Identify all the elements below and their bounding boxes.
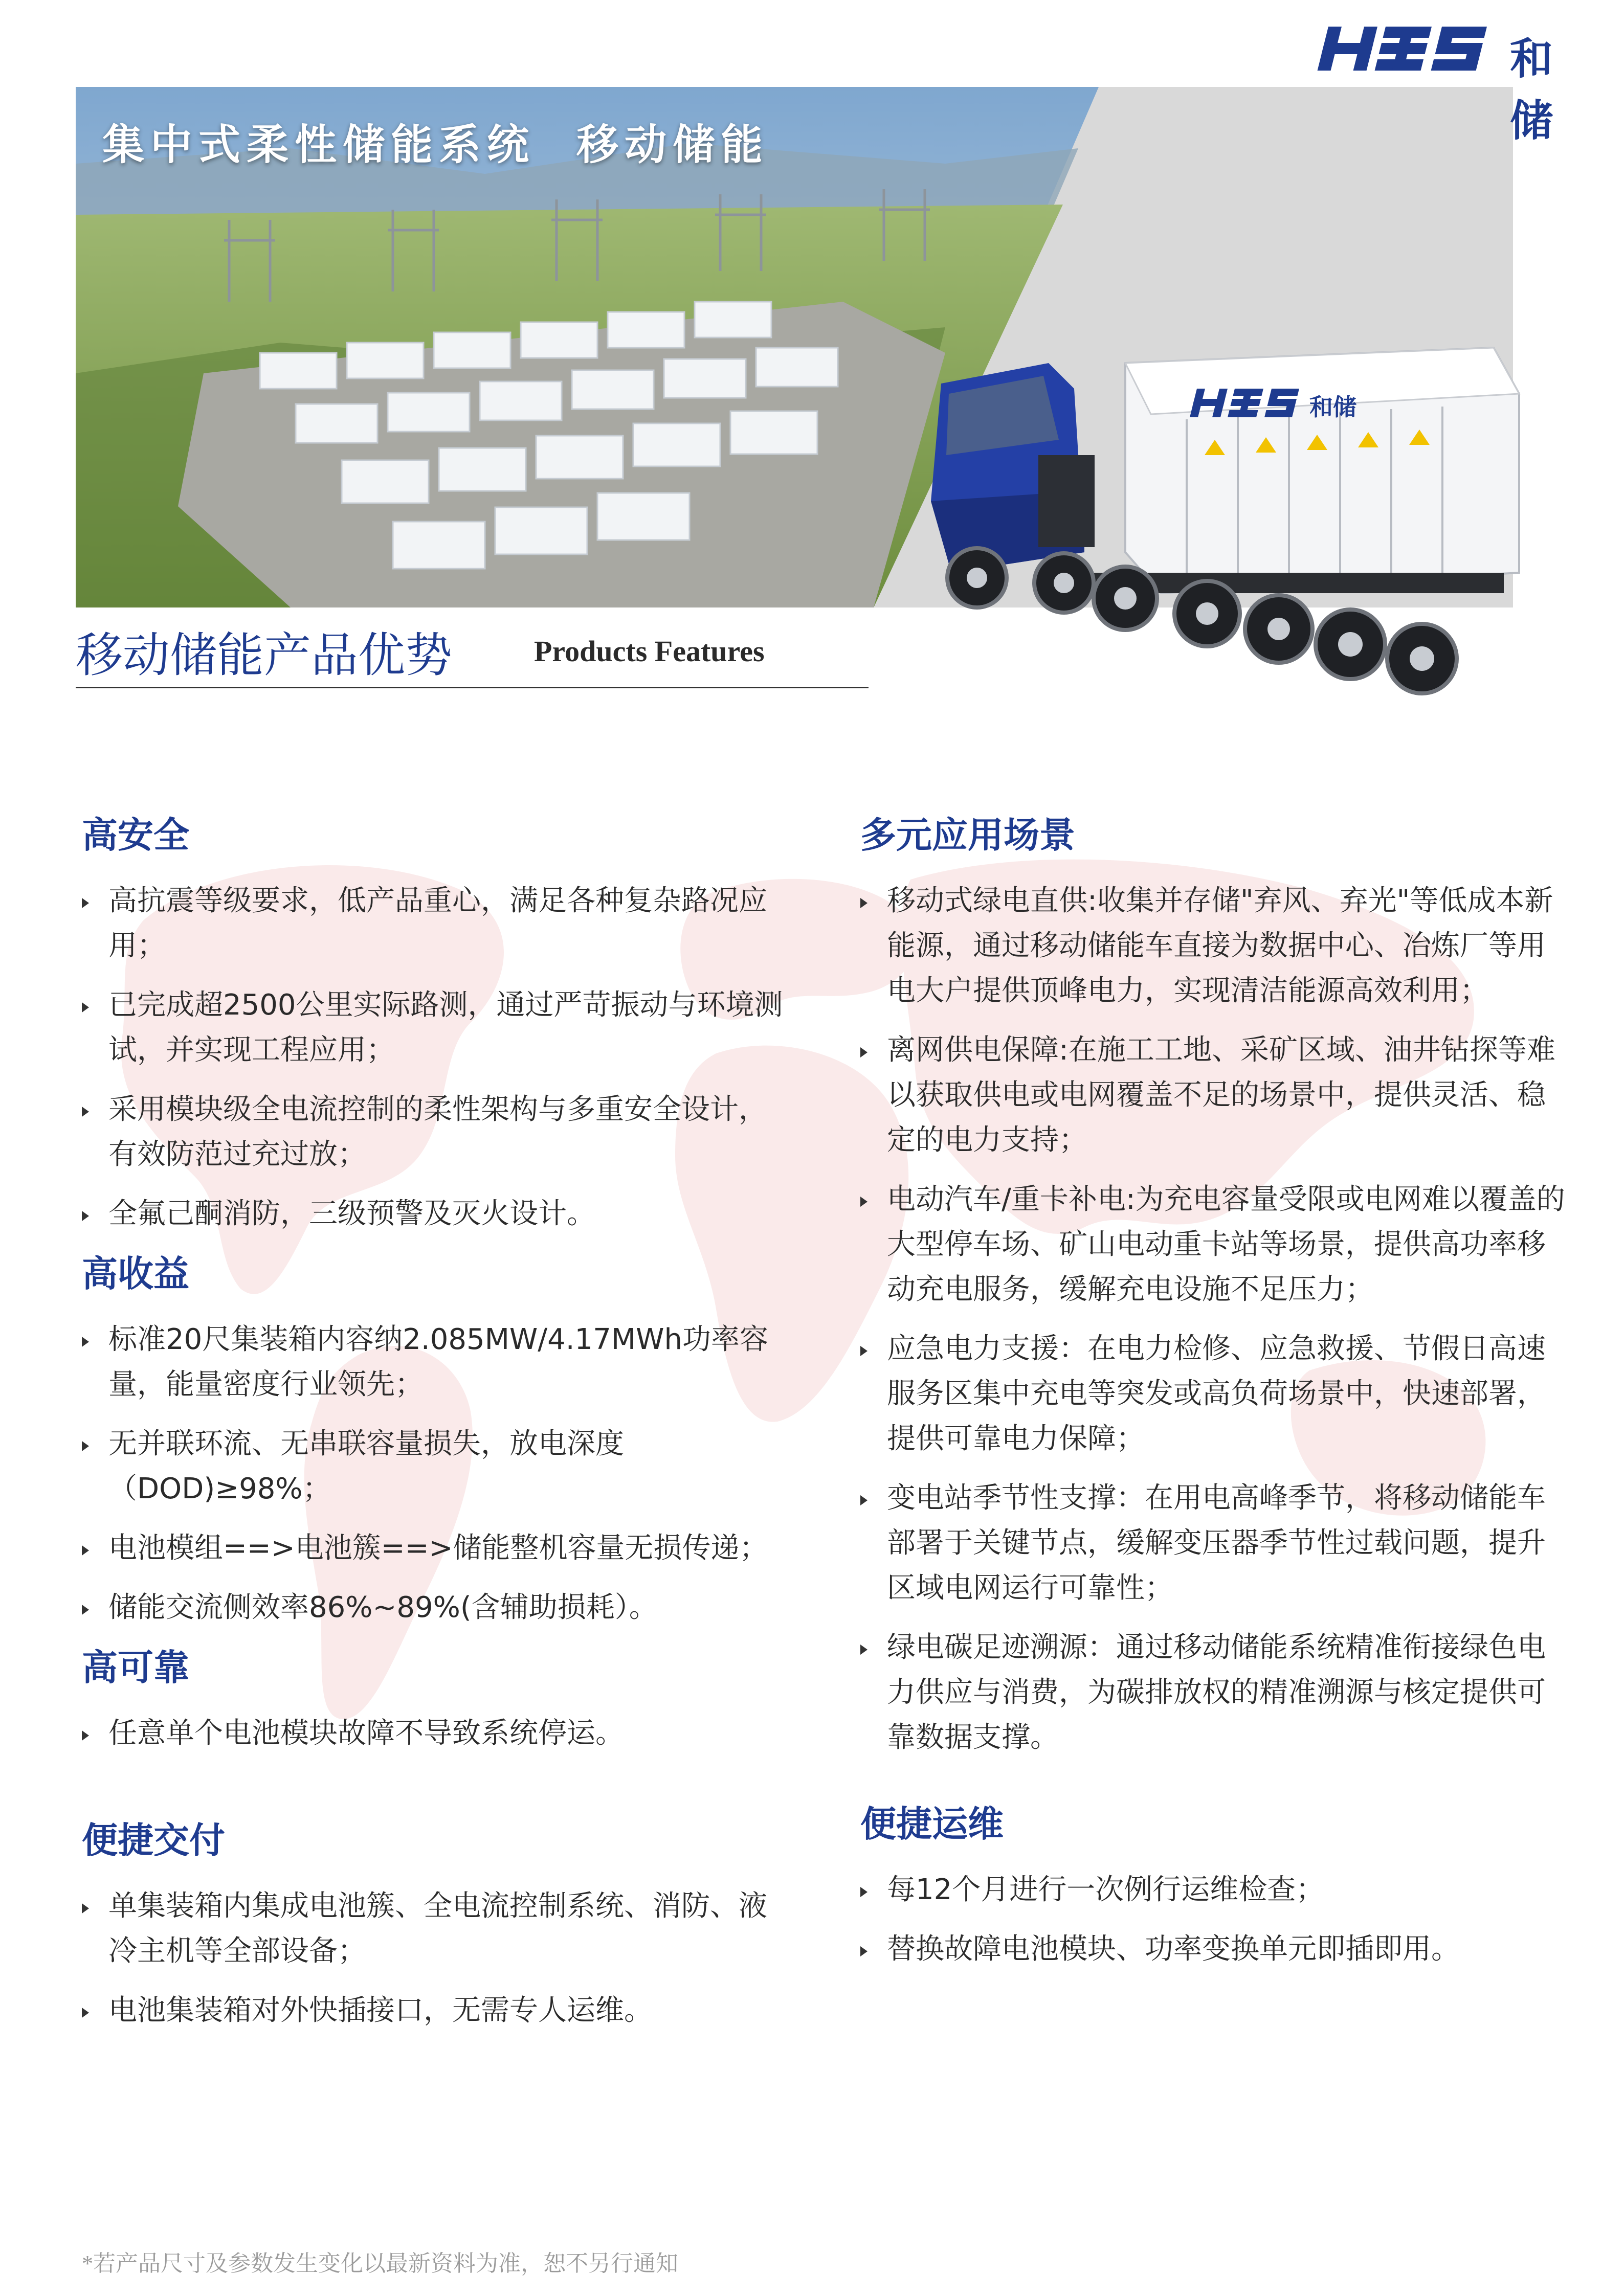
- list-item: 已完成超2500公里实际路测，通过严苛振动与环境测试，并实现工程应用；: [82, 983, 788, 1073]
- list-item: 单集装箱内集成电池簇、全电流控制系统、消防、液冷主机等全部设备；: [82, 1884, 788, 1974]
- bullet-list: [82, 1711, 788, 1756]
- group-title: 多元应用场景: [860, 814, 1075, 856]
- bullet-arrow-icon: [82, 1211, 89, 1221]
- logo-chinese-name: 和储: [1510, 34, 1556, 146]
- list-item: 电池模组==>电池簇==>储能整机容量无损传递；: [82, 1526, 788, 1571]
- bullet-arrow-icon: [860, 1946, 867, 1956]
- brand-logo: [1309, 20, 1596, 146]
- list-item: 变电站季节性支撑：在用电高峰季节，将移动储能车部署于关键节点，缓解变压器季节性过载问题，提升区域电网运行可靠性；: [860, 1476, 1566, 1611]
- bullet-list: [82, 1884, 788, 2033]
- bullet-arrow-icon: [82, 1337, 89, 1347]
- bullet-arrow-icon: [82, 1545, 89, 1556]
- group-easy-maintenance: [860, 1801, 1566, 1972]
- list-item: 标准20尺集装箱内容纳2.085MW/4.17MWh功率容量，能量密度行业领先；: [82, 1317, 788, 1407]
- bullet-arrow-icon: [82, 1605, 89, 1615]
- bullet-list: [82, 1317, 788, 1630]
- list-item: 离网供电保障:在施工工地、采矿区域、油井钻探等难以获取供电或电网覆盖不足的场景中，提供灵活、稳定的电力支持；: [860, 1028, 1566, 1163]
- bullet-arrow-icon: [82, 1903, 89, 1914]
- group-title: 高可靠: [82, 1647, 189, 1689]
- list-item: 应急电力支援：在电力检修、应急救援、节假日高速服务区集中充电等突发或高负荷场景中，快速部署，提供可靠电力保障；: [860, 1326, 1566, 1461]
- list-item: 移动式绿电直供:收集并存储"弃风、弃光"等低成本新能源，通过移动储能车直接为数据中心、冶炼厂等用电大户提供顶峰电力，实现清洁能源高效利用；: [860, 879, 1566, 1014]
- bullet-arrow-icon: [860, 1887, 867, 1897]
- bullet-arrow-icon: [82, 1002, 89, 1012]
- truck-logo-text: 和储: [1309, 393, 1356, 421]
- hes-logo-mark: [1309, 20, 1504, 77]
- bullet-arrow-icon: [860, 1047, 867, 1057]
- bullet-arrow-icon: [860, 898, 867, 908]
- list-item: 每12个月进行一次例行运维检查；: [860, 1867, 1566, 1912]
- left-column: [82, 812, 788, 2047]
- list-item: 采用模块级全电流控制的柔性架构与多重安全设计，有效防范过充过放；: [82, 1087, 788, 1177]
- section-title-cn: 移动储能产品优势: [76, 628, 453, 683]
- bullet-arrow-icon: [860, 1645, 867, 1655]
- list-item: 高抗震等级要求，低产品重心，满足各种复杂路况应用；: [82, 879, 788, 969]
- bullet-list: [860, 1867, 1566, 1972]
- list-item: 任意单个电池模块故障不导致系统停运。: [82, 1711, 788, 1756]
- group-title: 高安全: [82, 814, 189, 856]
- hero-title: 集中式柔性储能系统 移动储能: [102, 121, 769, 169]
- bullet-arrow-icon: [860, 1346, 867, 1356]
- right-column: [860, 812, 1566, 1986]
- disclaimer-footnote: *若产品尺寸及参数发生变化以最新资料为准，恕不另行通知: [82, 2251, 678, 2276]
- list-item: 替换故障电池模块、功率变换单元即插即用。: [860, 1927, 1566, 1972]
- list-item: 无并联环流、无串联容量损失，放电深度（DOD)≥98%；: [82, 1422, 788, 1512]
- bullet-list: [860, 879, 1566, 1760]
- group-high-return: [82, 1251, 788, 1630]
- group-easy-delivery: [82, 1817, 788, 2033]
- bullet-arrow-icon: [82, 1107, 89, 1117]
- section-divider: [76, 687, 869, 688]
- group-high-reliability: [82, 1645, 788, 1756]
- bullet-list: [82, 879, 788, 1236]
- bullet-arrow-icon: [82, 1730, 89, 1741]
- bullet-arrow-icon: [82, 1441, 89, 1451]
- group-application-scenarios: [860, 812, 1566, 1760]
- list-item: 电池集装箱对外快插接口，无需专人运维。: [82, 1988, 788, 2033]
- list-item: 储能交流侧效率86%~89%(含辅助损耗）。: [82, 1585, 788, 1630]
- mobile-storage-truck-image: [921, 286, 1550, 695]
- bullet-arrow-icon: [82, 2008, 89, 2018]
- bullet-arrow-icon: [860, 1197, 867, 1207]
- group-title: 便捷交付: [82, 1819, 225, 1861]
- bullet-arrow-icon: [82, 898, 89, 908]
- group-title: 便捷运维: [860, 1803, 1004, 1845]
- section-title-en: Products Features: [534, 635, 765, 668]
- list-item: 电动汽车/重卡补电:为充电容量受限或电网难以覆盖的大型停车场、矿山电动重卡站等场景，提供高功率移动充电服务，缓解充电设施不足压力；: [860, 1177, 1566, 1312]
- bullet-arrow-icon: [860, 1495, 867, 1505]
- list-item: 全氟己酮消防，三级预警及灭火设计。: [82, 1191, 788, 1236]
- group-title: 高收益: [82, 1253, 189, 1295]
- list-item: 绿电碳足迹溯源：通过移动储能系统精准衔接绿色电力供应与消费，为碳排放权的精准溯源与核定提供可靠数据支撑。: [860, 1625, 1566, 1760]
- group-high-safety: [82, 812, 788, 1236]
